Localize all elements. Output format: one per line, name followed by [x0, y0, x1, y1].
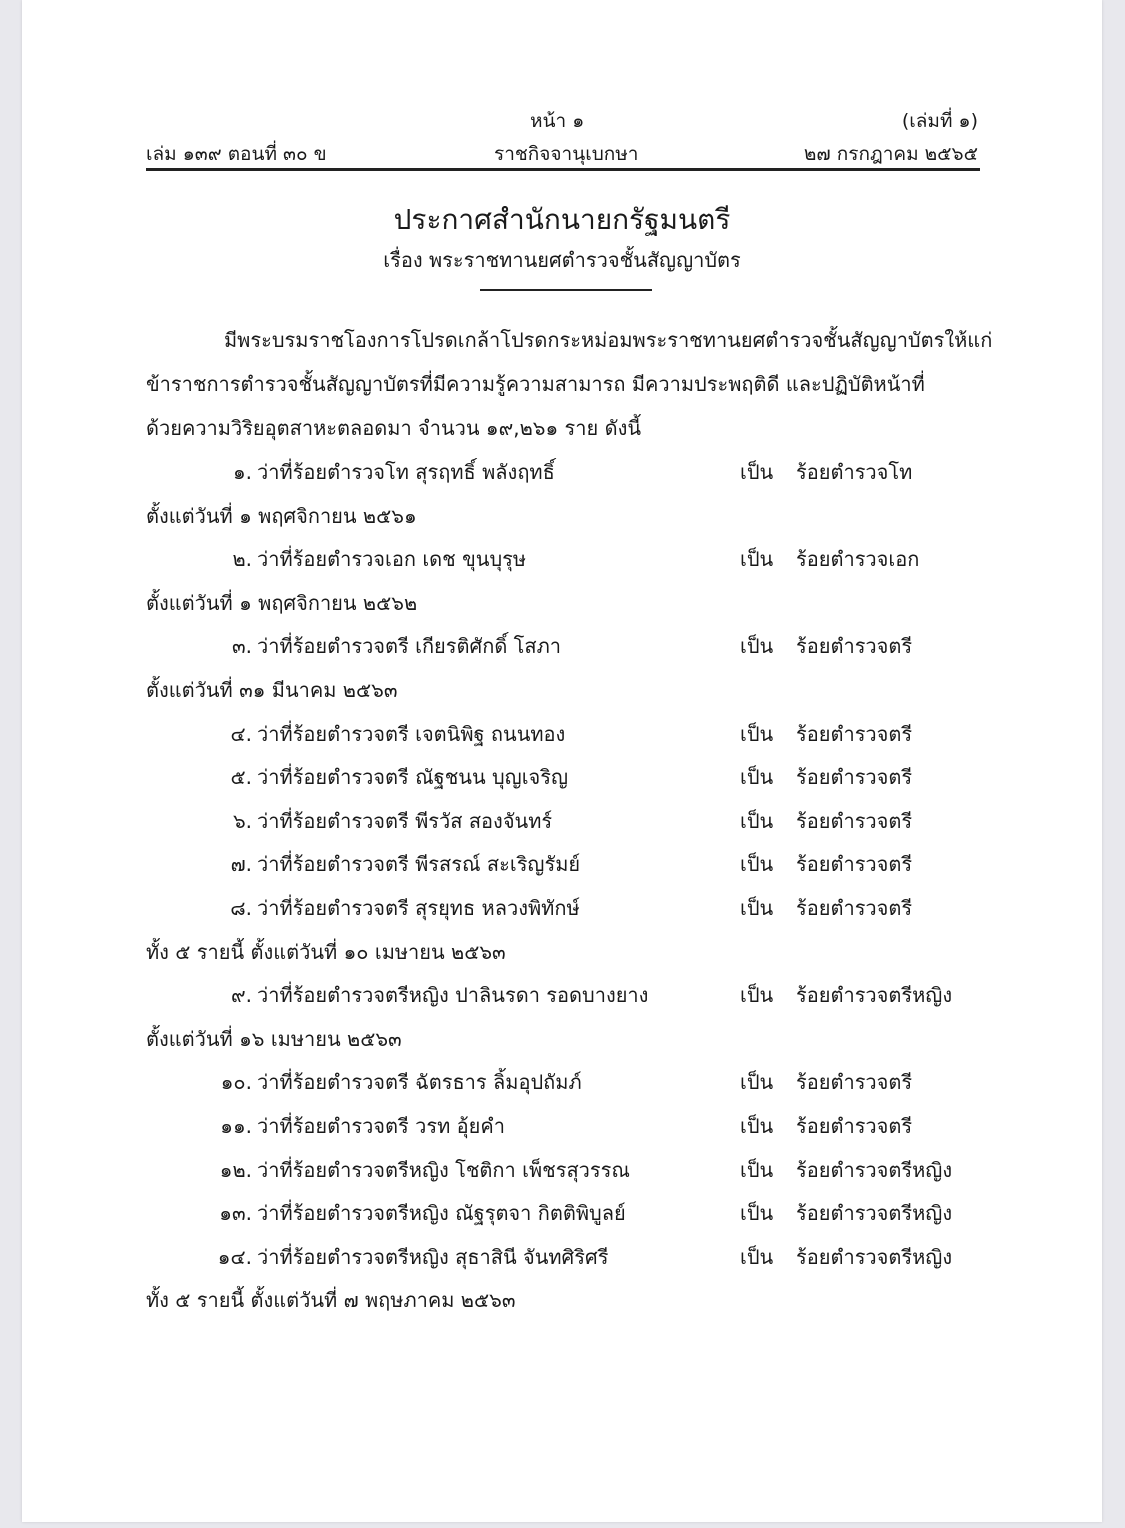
officer-name: ว่าที่ร้อยตำรวจตรี ฉัตรธาร ลิ้มอุปถัมภ์ — [257, 1070, 582, 1095]
item-number: ๑๐. — [220, 1070, 252, 1095]
item-number: ๖. — [232, 808, 252, 833]
item-number: ๑๔. — [217, 1244, 252, 1269]
as-label: เป็น — [740, 852, 774, 877]
officer-name: ว่าที่ร้อยตำรวจตรีหญิง ปาลินรดา รอดบางยาง — [257, 983, 649, 1008]
new-rank: ร้อยตำรวจเอก — [796, 547, 920, 572]
officer-name: ว่าที่ร้อยตำรวจตรี สุรยุทธ หลวงพิทักษ์ — [257, 896, 580, 920]
item-number: ๑๒. — [219, 1157, 252, 1182]
new-rank: ร้อยตำรวจตรีหญิง — [796, 1157, 953, 1182]
item-number: ๔. — [230, 721, 252, 746]
officer-name: ว่าที่ร้อยตำรวจเอก เดช ขุนบุรุษ — [257, 547, 527, 572]
officer-name: ว่าที่ร้อยตำรวจตรีหญิง ณัฐรุตจา กิตติพิบูลย์ — [257, 1201, 626, 1226]
page-number: หน้า ๑ — [530, 110, 585, 132]
as-label: เป็น — [740, 1244, 774, 1269]
effective-date: ตั้งแต่วันที่ ๑ พฤศจิกายน ๒๕๖๒ — [146, 590, 418, 615]
volume-note: (เล่มที่ ๑) — [901, 110, 978, 132]
new-rank: ร้อยตำรวจตรี — [796, 1114, 913, 1138]
announcement-subject: เรื่อง พระราชทานยศตำรวจชั้นสัญญาบัตร — [383, 248, 741, 272]
as-label: เป็น — [740, 460, 774, 484]
as-label: เป็น — [740, 808, 774, 833]
as-label: เป็น — [740, 721, 774, 746]
item-number: ๑. — [232, 460, 252, 484]
effective-date: ตั้งแต่วันที่ ๑๖ เมษายน ๒๕๖๓ — [146, 1026, 402, 1051]
as-label: เป็น — [740, 634, 774, 659]
item-number: ๙. — [230, 983, 252, 1008]
document-page — [22, 0, 1102, 1522]
as-label: เป็น — [740, 765, 774, 790]
officer-name: ว่าที่ร้อยตำรวจโท สุรฤทธิ์ พลังฤทธิ์ — [257, 460, 555, 484]
officer-name: ว่าที่ร้อยตำรวจตรี พีรวัส สองจันทร์ — [257, 808, 553, 833]
as-label: เป็น — [740, 1114, 774, 1138]
new-rank: ร้อยตำรวจตรีหญิง — [796, 983, 953, 1008]
officer-name: ว่าที่ร้อยตำรวจตรี วรท อุ้ยคำ — [257, 1114, 505, 1138]
title-rule — [480, 289, 652, 291]
new-rank: ร้อยตำรวจตรี — [796, 896, 913, 920]
intro-line-1: มีพระบรมราชโองการโปรดเกล้าโปรดกระหม่อมพระราชทานยศตำรวจชั้นสัญญาบัตรให้แก่ — [224, 328, 993, 352]
new-rank: ร้อยตำรวจตรี — [796, 721, 913, 746]
publish-date: ๒๗ กรกฎาคม ๒๕๖๕ — [803, 143, 978, 165]
as-label: เป็น — [740, 1157, 774, 1182]
officer-name: ว่าที่ร้อยตำรวจตรีหญิง โชติกา เพ็ชรสุวรรณ — [257, 1157, 630, 1182]
item-number: ๗. — [230, 852, 252, 877]
new-rank: ร้อยตำรวจตรีหญิง — [796, 1244, 953, 1269]
new-rank: ร้อยตำรวจโท — [796, 460, 913, 484]
effective-date: ทั้ง ๕ รายนี้ ตั้งแต่วันที่ ๗ พฤษภาคม ๒๕๖๓ — [146, 1288, 516, 1313]
as-label: เป็น — [740, 1070, 774, 1095]
officer-name: ว่าที่ร้อยตำรวจตรี เจตนิพิฐ ถนนทอง — [257, 721, 566, 746]
new-rank: ร้อยตำรวจตรี — [796, 1070, 913, 1095]
effective-date: ตั้งแต่วันที่ ๓๑ มีนาคม ๒๕๖๓ — [146, 678, 398, 702]
header-rule — [146, 168, 980, 171]
effective-date: ตั้งแต่วันที่ ๑ พฤศจิกายน ๒๕๖๑ — [146, 503, 417, 528]
item-number: ๑๑. — [220, 1114, 252, 1138]
volume-issue: เล่ม ๑๓๙ ตอนที่ ๓๐ ข — [146, 143, 327, 165]
as-label: เป็น — [740, 547, 774, 572]
effective-date: ทั้ง ๕ รายนี้ ตั้งแต่วันที่ ๑๐ เมษายน ๒๕๖๓ — [146, 939, 506, 964]
item-number: ๓. — [231, 634, 252, 659]
new-rank: ร้อยตำรวจตรี — [796, 808, 913, 833]
intro-line-3: ด้วยความวิริยอุตสาหะตลอดมา จำนวน ๑๙,๒๖๑ ราย ดังนี้ — [146, 416, 642, 440]
officer-name: ว่าที่ร้อยตำรวจตรี ณัฐชนน บุญเจริญ — [257, 765, 569, 790]
intro-line-2: ข้าราชการตำรวจชั้นสัญญาบัตรที่มีความรู้ความสามารถ มีความประพฤติดี และปฏิบัติหน้าที่ — [146, 372, 925, 396]
officer-name: ว่าที่ร้อยตำรวจตรี เกียรติศักดิ์ โสภา — [257, 634, 562, 659]
new-rank: ร้อยตำรวจตรี — [796, 852, 913, 877]
announcement-title: ประกาศสำนักนายกรัฐมนตรี — [393, 203, 731, 236]
item-number: ๘. — [230, 896, 252, 920]
item-number: ๑๓. — [219, 1201, 252, 1226]
officer-name: ว่าที่ร้อยตำรวจตรี พีรสรณ์ สะเริญรัมย์ — [257, 852, 581, 877]
gazette-name: ราชกิจจานุเบกษา — [494, 143, 639, 165]
as-label: เป็น — [740, 1201, 774, 1226]
new-rank: ร้อยตำรวจตรี — [796, 765, 913, 790]
new-rank: ร้อยตำรวจตรีหญิง — [796, 1201, 953, 1226]
as-label: เป็น — [740, 896, 774, 920]
as-label: เป็น — [740, 983, 774, 1008]
item-number: ๕. — [230, 765, 252, 790]
new-rank: ร้อยตำรวจตรี — [796, 634, 913, 659]
officer-name: ว่าที่ร้อยตำรวจตรีหญิง สุธาสินี จันทศิริศรี — [257, 1244, 609, 1269]
item-number: ๒. — [232, 547, 252, 572]
